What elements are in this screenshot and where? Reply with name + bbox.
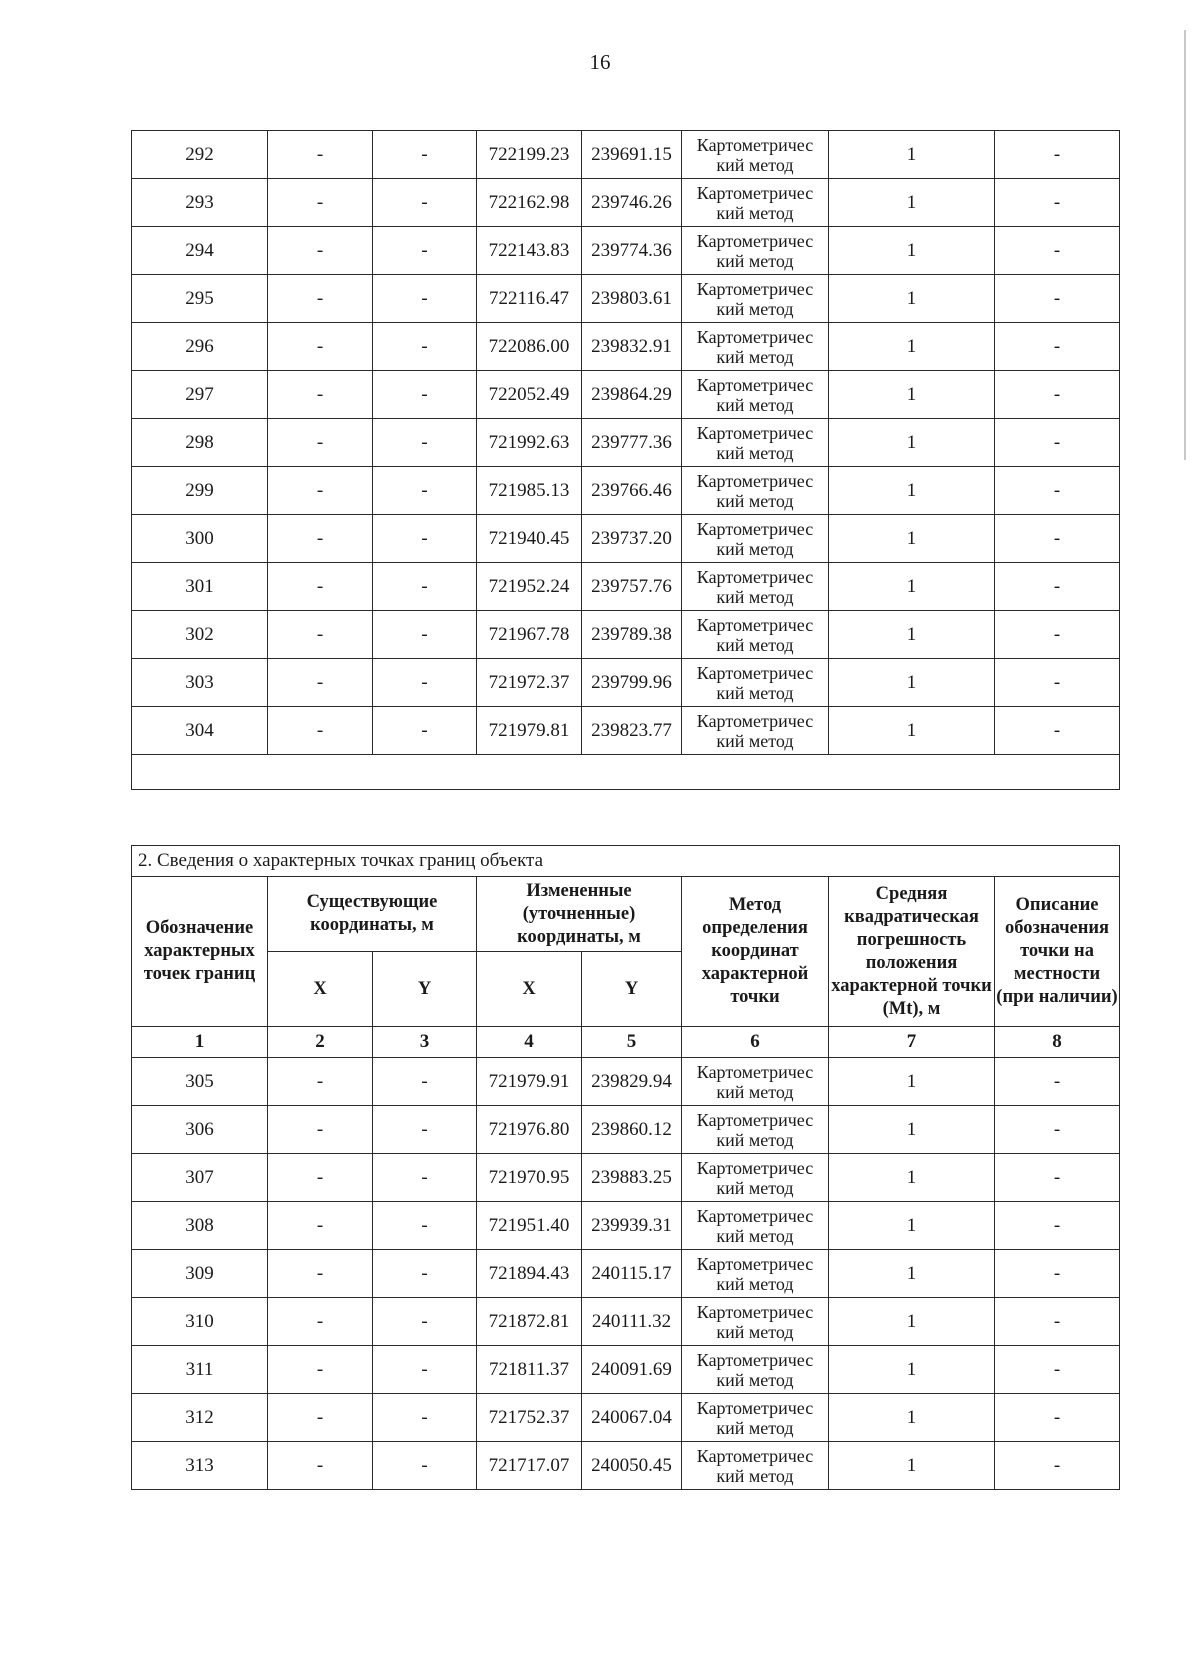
header-changed-y: Y (582, 952, 682, 1027)
column-number: 5 (582, 1027, 682, 1058)
changed-y-cell: 239883.25 (582, 1154, 682, 1202)
existing-x-cell: - (268, 131, 373, 179)
description-cell: - (995, 371, 1120, 419)
error-cell: 1 (829, 131, 995, 179)
table-row (132, 1394, 1120, 1442)
point-id-cell: 305 (132, 1058, 268, 1106)
error-cell: 1 (829, 1298, 995, 1346)
changed-y-cell: 239832.91 (582, 323, 682, 371)
table-empty-row (132, 755, 1120, 790)
existing-y-cell: - (373, 1106, 477, 1154)
table-row (132, 1154, 1120, 1202)
point-id-cell: 313 (132, 1442, 268, 1490)
changed-x-cell: 721967.78 (477, 611, 582, 659)
point-id-cell: 304 (132, 707, 268, 755)
description-cell: - (995, 323, 1120, 371)
point-id-cell: 299 (132, 467, 268, 515)
changed-y-cell: 239789.38 (582, 611, 682, 659)
table-row (132, 227, 1120, 275)
existing-y-cell: - (373, 1394, 477, 1442)
changed-x-cell: 721752.37 (477, 1394, 582, 1442)
method-cell: Картометричес кий метод (682, 707, 829, 755)
point-id-cell: 295 (132, 275, 268, 323)
changed-x-cell: 721951.40 (477, 1202, 582, 1250)
changed-x-cell: 722116.47 (477, 275, 582, 323)
point-id-cell: 296 (132, 323, 268, 371)
section-title: 2. Сведения о характерных точках границ объекта (132, 846, 1120, 877)
method-cell: Картометричес кий метод (682, 419, 829, 467)
method-cell: Картометричес кий метод (682, 467, 829, 515)
existing-x-cell: - (268, 1058, 373, 1106)
point-id-cell: 310 (132, 1298, 268, 1346)
error-cell: 1 (829, 563, 995, 611)
existing-x-cell: - (268, 227, 373, 275)
error-cell: 1 (829, 227, 995, 275)
existing-y-cell: - (373, 467, 477, 515)
header-changed-x: X (477, 952, 582, 1027)
changed-y-cell: 239823.77 (582, 707, 682, 755)
point-id-cell: 309 (132, 1250, 268, 1298)
error-cell: 1 (829, 611, 995, 659)
existing-x-cell: - (268, 371, 373, 419)
point-id-cell: 298 (132, 419, 268, 467)
point-id-cell: 301 (132, 563, 268, 611)
changed-y-cell: 240111.32 (582, 1298, 682, 1346)
error-cell: 1 (829, 467, 995, 515)
changed-x-cell: 721976.80 (477, 1106, 582, 1154)
description-cell: - (995, 1442, 1120, 1490)
point-id-cell: 306 (132, 1106, 268, 1154)
description-cell: - (995, 515, 1120, 563)
error-cell: 1 (829, 1202, 995, 1250)
changed-y-cell: 239757.76 (582, 563, 682, 611)
existing-x-cell: - (268, 275, 373, 323)
existing-x-cell: - (268, 659, 373, 707)
error-cell: 1 (829, 1394, 995, 1442)
error-cell: 1 (829, 1442, 995, 1490)
existing-y-cell: - (373, 227, 477, 275)
point-id-cell: 303 (132, 659, 268, 707)
method-cell: Картометричес кий метод (682, 131, 829, 179)
changed-x-cell: 722162.98 (477, 179, 582, 227)
point-id-cell: 294 (132, 227, 268, 275)
changed-x-cell: 721970.95 (477, 1154, 582, 1202)
table-row (132, 275, 1120, 323)
column-number: 6 (682, 1027, 829, 1058)
table-row (132, 1298, 1120, 1346)
changed-x-cell: 721992.63 (477, 419, 582, 467)
point-id-cell: 292 (132, 131, 268, 179)
header-designation: Обозначение характерных точек границ (132, 877, 268, 1027)
existing-x-cell: - (268, 1298, 373, 1346)
changed-x-cell: 721717.07 (477, 1442, 582, 1490)
header-existing-y: Y (373, 952, 477, 1027)
changed-y-cell: 240050.45 (582, 1442, 682, 1490)
changed-x-cell: 721979.91 (477, 1058, 582, 1106)
changed-y-cell: 239746.26 (582, 179, 682, 227)
error-cell: 1 (829, 707, 995, 755)
description-cell: - (995, 707, 1120, 755)
column-number: 3 (373, 1027, 477, 1058)
method-cell: Картометричес кий метод (682, 1106, 829, 1154)
table-row (132, 131, 1120, 179)
points-table-continued-body (132, 131, 1120, 755)
error-cell: 1 (829, 1250, 995, 1298)
point-id-cell: 302 (132, 611, 268, 659)
points-table-continued (131, 130, 1120, 790)
column-number: 2 (268, 1027, 373, 1058)
description-cell: - (995, 1154, 1120, 1202)
table-row (132, 1106, 1120, 1154)
description-cell: - (995, 1298, 1120, 1346)
existing-x-cell: - (268, 1346, 373, 1394)
existing-y-cell: - (373, 611, 477, 659)
existing-x-cell: - (268, 515, 373, 563)
error-cell: 1 (829, 179, 995, 227)
header-method: Метод определения координат характерной точки (682, 877, 829, 1027)
existing-y-cell: - (373, 1346, 477, 1394)
header-error: Средняя квадратическая погрешность положения характерной точки (Mt), м (829, 877, 995, 1027)
description-cell: - (995, 227, 1120, 275)
column-number: 4 (477, 1027, 582, 1058)
changed-y-cell: 239691.15 (582, 131, 682, 179)
existing-x-cell: - (268, 419, 373, 467)
changed-x-cell: 722143.83 (477, 227, 582, 275)
existing-x-cell: - (268, 323, 373, 371)
existing-y-cell: - (373, 179, 477, 227)
changed-y-cell: 239803.61 (582, 275, 682, 323)
header-changed-coords: Измененные (уточненные) координаты, м (477, 877, 682, 952)
method-cell: Картометричес кий метод (682, 1442, 829, 1490)
existing-x-cell: - (268, 467, 373, 515)
error-cell: 1 (829, 659, 995, 707)
changed-x-cell: 721894.43 (477, 1250, 582, 1298)
changed-y-cell: 239777.36 (582, 419, 682, 467)
point-id-cell: 308 (132, 1202, 268, 1250)
description-cell: - (995, 179, 1120, 227)
column-number: 8 (995, 1027, 1120, 1058)
existing-x-cell: - (268, 1250, 373, 1298)
header-existing-coords: Существующие координаты, м (268, 877, 477, 952)
method-cell: Картометричес кий метод (682, 1394, 829, 1442)
boundary-points-table-body (132, 1058, 1120, 1490)
method-cell: Картометричес кий метод (682, 563, 829, 611)
changed-x-cell: 721985.13 (477, 467, 582, 515)
table-row (132, 1058, 1120, 1106)
method-cell: Картометричес кий метод (682, 611, 829, 659)
existing-y-cell: - (373, 707, 477, 755)
table-row (132, 467, 1120, 515)
table-row (132, 611, 1120, 659)
error-cell: 1 (829, 1106, 995, 1154)
description-cell: - (995, 275, 1120, 323)
boundary-points-table (131, 845, 1120, 1490)
existing-y-cell: - (373, 1442, 477, 1490)
existing-x-cell: - (268, 1442, 373, 1490)
existing-y-cell: - (373, 275, 477, 323)
error-cell: 1 (829, 515, 995, 563)
changed-y-cell: 239799.96 (582, 659, 682, 707)
description-cell: - (995, 1202, 1120, 1250)
changed-y-cell: 239737.20 (582, 515, 682, 563)
existing-x-cell: - (268, 611, 373, 659)
point-id-cell: 307 (132, 1154, 268, 1202)
existing-x-cell: - (268, 563, 373, 611)
table-row (132, 419, 1120, 467)
method-cell: Картометричес кий метод (682, 1202, 829, 1250)
changed-x-cell: 721979.81 (477, 707, 582, 755)
changed-x-cell: 721940.45 (477, 515, 582, 563)
existing-x-cell: - (268, 1106, 373, 1154)
changed-y-cell: 239864.29 (582, 371, 682, 419)
table-row (132, 1442, 1120, 1490)
description-cell: - (995, 1106, 1120, 1154)
existing-y-cell: - (373, 1298, 477, 1346)
changed-y-cell: 239860.12 (582, 1106, 682, 1154)
changed-x-cell: 722199.23 (477, 131, 582, 179)
column-number: 7 (829, 1027, 995, 1058)
existing-x-cell: - (268, 1202, 373, 1250)
description-cell: - (995, 1058, 1120, 1106)
method-cell: Картометричес кий метод (682, 323, 829, 371)
description-cell: - (995, 131, 1120, 179)
description-cell: - (995, 563, 1120, 611)
changed-x-cell: 721952.24 (477, 563, 582, 611)
table-row (132, 659, 1120, 707)
table-row (132, 515, 1120, 563)
error-cell: 1 (829, 1154, 995, 1202)
changed-y-cell: 239766.46 (582, 467, 682, 515)
method-cell: Картометричес кий метод (682, 515, 829, 563)
method-cell: Картометричес кий метод (682, 371, 829, 419)
existing-y-cell: - (373, 659, 477, 707)
point-id-cell: 300 (132, 515, 268, 563)
existing-y-cell: - (373, 563, 477, 611)
point-id-cell: 312 (132, 1394, 268, 1442)
existing-x-cell: - (268, 1154, 373, 1202)
changed-y-cell: 239829.94 (582, 1058, 682, 1106)
changed-x-cell: 722086.00 (477, 323, 582, 371)
method-cell: Картометричес кий метод (682, 275, 829, 323)
description-cell: - (995, 611, 1120, 659)
description-cell: - (995, 659, 1120, 707)
description-cell: - (995, 1394, 1120, 1442)
changed-x-cell: 721811.37 (477, 1346, 582, 1394)
existing-x-cell: - (268, 1394, 373, 1442)
table-row (132, 323, 1120, 371)
existing-x-cell: - (268, 179, 373, 227)
method-cell: Картометричес кий метод (682, 227, 829, 275)
method-cell: Картометричес кий метод (682, 1346, 829, 1394)
description-cell: - (995, 1250, 1120, 1298)
table-row (132, 563, 1120, 611)
existing-y-cell: - (373, 1154, 477, 1202)
method-cell: Картометричес кий метод (682, 1154, 829, 1202)
error-cell: 1 (829, 1346, 995, 1394)
changed-x-cell: 721972.37 (477, 659, 582, 707)
changed-x-cell: 721872.81 (477, 1298, 582, 1346)
scan-edge-line (1184, 30, 1186, 460)
existing-y-cell: - (373, 1058, 477, 1106)
empty-cell (132, 755, 1120, 790)
existing-y-cell: - (373, 1202, 477, 1250)
description-cell: - (995, 1346, 1120, 1394)
error-cell: 1 (829, 419, 995, 467)
header-description: Описание обозначения точки на местности (при наличии) (995, 877, 1120, 1027)
method-cell: Картометричес кий метод (682, 179, 829, 227)
table-row (132, 371, 1120, 419)
existing-y-cell: - (373, 371, 477, 419)
error-cell: 1 (829, 371, 995, 419)
method-cell: Картометричес кий метод (682, 1298, 829, 1346)
method-cell: Картометричес кий метод (682, 659, 829, 707)
table-row (132, 1250, 1120, 1298)
existing-y-cell: - (373, 323, 477, 371)
description-cell: - (995, 467, 1120, 515)
column-number: 1 (132, 1027, 268, 1058)
existing-x-cell: - (268, 707, 373, 755)
table-row (132, 1202, 1120, 1250)
changed-y-cell: 240115.17 (582, 1250, 682, 1298)
existing-y-cell: - (373, 131, 477, 179)
point-id-cell: 311 (132, 1346, 268, 1394)
error-cell: 1 (829, 275, 995, 323)
changed-x-cell: 722052.49 (477, 371, 582, 419)
header-existing-x: X (268, 952, 373, 1027)
changed-y-cell: 240067.04 (582, 1394, 682, 1442)
existing-y-cell: - (373, 419, 477, 467)
description-cell: - (995, 419, 1120, 467)
error-cell: 1 (829, 323, 995, 371)
table-row (132, 1346, 1120, 1394)
table-row (132, 707, 1120, 755)
changed-y-cell: 239939.31 (582, 1202, 682, 1250)
table-row (132, 179, 1120, 227)
page-number: 16 (589, 50, 611, 74)
point-id-cell: 293 (132, 179, 268, 227)
point-id-cell: 297 (132, 371, 268, 419)
changed-y-cell: 240091.69 (582, 1346, 682, 1394)
existing-y-cell: - (373, 1250, 477, 1298)
existing-y-cell: - (373, 515, 477, 563)
error-cell: 1 (829, 1058, 995, 1106)
method-cell: Картометричес кий метод (682, 1250, 829, 1298)
changed-y-cell: 239774.36 (582, 227, 682, 275)
method-cell: Картометричес кий метод (682, 1058, 829, 1106)
